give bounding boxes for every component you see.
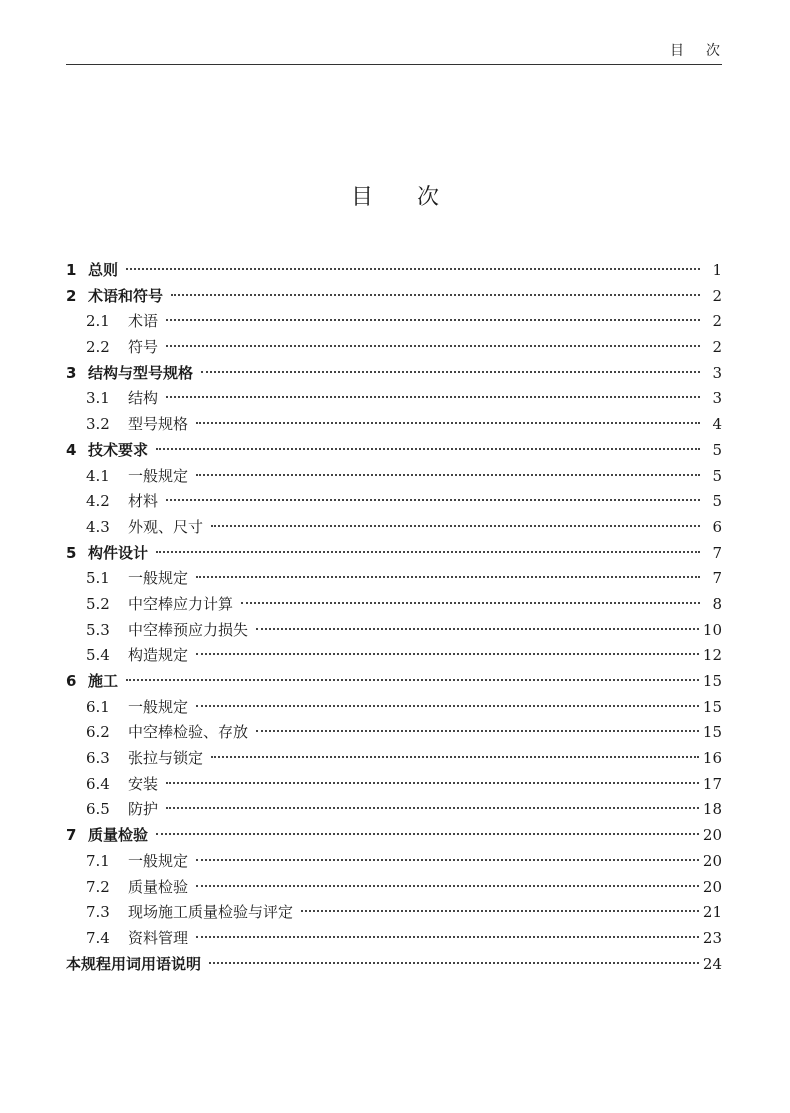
toc-entry-page-number: 5 [712, 440, 722, 459]
toc-entry-number: 2.1 [86, 312, 110, 331]
toc-subsection-entry[interactable] [66, 772, 722, 798]
toc-entry-label: 结构与型号规格 [88, 363, 194, 382]
toc-entry-label: 构件设计 [88, 543, 149, 562]
toc-entry-page-number: 23 [702, 928, 722, 947]
toc-entry-number: 6.3 [86, 749, 110, 768]
toc-entry-page-number: 5 [712, 466, 722, 485]
toc-entry-number: 7.4 [86, 928, 110, 947]
toc-chapter-entry[interactable] [66, 361, 722, 387]
toc-entry-page-number: 20 [702, 851, 722, 870]
toc-entry-label: 符号 [128, 338, 159, 357]
toc-entry-label: 质量检验 [88, 826, 149, 845]
toc-leader-dots [196, 705, 699, 707]
toc-entry-label: 结构 [128, 389, 159, 408]
toc-leader-dots [241, 602, 700, 604]
header-rule [66, 64, 722, 65]
toc-entry-label: 型号规格 [128, 415, 189, 434]
toc-leader-dots [166, 345, 700, 347]
toc-entry-number: 5.1 [86, 569, 110, 588]
toc-entry-number: 6.4 [86, 774, 110, 793]
toc-subsection-entry[interactable] [66, 618, 722, 644]
toc-entry-number: 5.4 [86, 646, 110, 665]
toc-entry-label: 中空棒检验、存放 [128, 723, 249, 742]
toc-entry-label: 外观、尺寸 [128, 517, 204, 536]
toc-appendix-entry[interactable] [66, 952, 722, 978]
toc-subsection-entry[interactable] [66, 412, 722, 438]
toc-leader-dots [166, 499, 700, 501]
toc-entry-label: 技术要求 [88, 440, 149, 459]
toc-entry-number: 7.1 [86, 851, 110, 870]
toc-entry-page-number: 2 [712, 312, 722, 331]
toc-entry-page-number: 21 [702, 903, 722, 922]
toc-entry-label: 质量检验 [128, 877, 189, 896]
toc-entry-page-number: 8 [712, 594, 722, 613]
toc-subsection-entry[interactable] [66, 849, 722, 875]
toc-leader-dots [156, 551, 700, 553]
toc-entry-page-number: 7 [712, 543, 722, 562]
toc-leader-dots [166, 782, 699, 784]
toc-entry-number: 3 [66, 363, 77, 382]
toc-subsection-entry[interactable] [66, 386, 722, 412]
toc-entry-page-number: 15 [702, 723, 722, 742]
toc-leader-dots [196, 422, 700, 424]
toc-chapter-entry[interactable] [66, 438, 722, 464]
toc-entry-label: 安装 [128, 774, 159, 793]
toc-entry-page-number: 18 [702, 800, 722, 819]
toc-entry-number: 2 [66, 286, 77, 305]
toc-leader-dots [156, 833, 699, 835]
toc-leader-dots [256, 730, 699, 732]
toc-entry-page-number: 16 [702, 749, 722, 768]
toc-leader-dots [126, 268, 700, 270]
toc-entry-label: 现场施工质量检验与评定 [128, 903, 294, 922]
toc-subsection-entry[interactable] [66, 797, 722, 823]
toc-leader-dots [196, 653, 699, 655]
toc-entry-number: 4.3 [86, 517, 110, 536]
toc-entry-number: 6.1 [86, 697, 110, 716]
toc-subsection-entry[interactable] [66, 515, 722, 541]
toc-subsection-entry[interactable] [66, 746, 722, 772]
toc-entry-label: 一般规定 [128, 851, 189, 870]
toc-leader-dots [166, 396, 700, 398]
toc-entry-page-number: 15 [702, 672, 722, 690]
toc-subsection-entry[interactable] [66, 695, 722, 721]
toc-entry-number: 1 [66, 261, 77, 279]
toc-leader-dots [171, 294, 700, 296]
toc-leader-dots [156, 448, 700, 450]
table-of-contents [66, 258, 722, 977]
toc-subsection-entry[interactable] [66, 643, 722, 669]
toc-entry-page-number: 2 [712, 338, 722, 357]
toc-entry-page-number: 4 [712, 415, 722, 434]
toc-entry-label: 张拉与锁定 [128, 749, 204, 768]
toc-subsection-entry[interactable] [66, 335, 722, 361]
toc-entry-label: 构造规定 [128, 646, 189, 665]
toc-leader-dots [211, 525, 700, 527]
toc-entry-page-number: 3 [712, 389, 722, 408]
toc-entry-number: 3.2 [86, 415, 110, 434]
toc-entry-label: 材料 [128, 492, 159, 511]
toc-leader-dots [196, 936, 699, 938]
toc-chapter-entry[interactable] [66, 823, 722, 849]
toc-entry-page-number: 3 [712, 363, 722, 382]
toc-entry-page-number: 20 [702, 877, 722, 896]
toc-entry-number: 5.3 [86, 620, 110, 639]
toc-entry-label: 中空棒预应力损失 [128, 620, 249, 639]
toc-chapter-entry[interactable] [66, 669, 722, 695]
toc-chapter-entry[interactable] [66, 541, 722, 567]
toc-leader-dots [211, 756, 699, 758]
toc-entry-label: 资料管理 [128, 928, 189, 947]
toc-entry-number: 5 [66, 543, 77, 562]
toc-entry-number: 3.1 [86, 389, 110, 408]
toc-leader-dots [256, 628, 699, 630]
toc-entry-label: 防护 [128, 800, 159, 819]
running-header-title: 目次 [670, 43, 742, 59]
toc-subsection-entry[interactable] [66, 489, 722, 515]
toc-subsection-entry[interactable] [66, 875, 722, 901]
toc-entry-number: 4.1 [86, 466, 110, 485]
toc-leader-dots [166, 807, 699, 809]
toc-entry-label: 本规程用词用语说明 [66, 954, 202, 973]
toc-entry-page-number: 24 [702, 954, 722, 973]
toc-entry-page-number: 15 [702, 697, 722, 716]
toc-entry-label: 一般规定 [128, 569, 189, 588]
toc-entry-number: 5.2 [86, 594, 110, 613]
toc-entry-label: 中空棒应力计算 [128, 594, 234, 613]
toc-entry-number: 6.2 [86, 723, 110, 742]
toc-entry-number: 7 [66, 826, 77, 845]
toc-entry-number: 2.2 [86, 338, 110, 357]
toc-entry-page-number: 7 [712, 569, 722, 588]
toc-entry-page-number: 2 [712, 286, 722, 305]
toc-entry-page-number: 20 [702, 826, 722, 845]
toc-entry-label: 一般规定 [128, 466, 189, 485]
toc-subsection-entry[interactable] [66, 720, 722, 746]
toc-entry-page-number: 5 [712, 492, 722, 511]
toc-leader-dots [196, 859, 699, 861]
toc-entry-label: 一般规定 [128, 697, 189, 716]
toc-leader-dots [166, 319, 700, 321]
toc-entry-page-number: 12 [702, 646, 722, 665]
toc-entry-page-number: 1 [712, 261, 722, 279]
toc-entry-label: 施工 [88, 672, 119, 690]
toc-chapter-entry[interactable] [66, 284, 722, 310]
toc-entry-number: 6.5 [86, 800, 110, 819]
toc-leader-dots [201, 371, 700, 373]
toc-leader-dots [196, 474, 700, 476]
toc-subsection-entry[interactable] [66, 592, 722, 618]
toc-entry-number: 4 [66, 440, 77, 459]
toc-entry-number: 7.2 [86, 877, 110, 896]
toc-entry-label: 术语 [128, 312, 159, 331]
toc-subsection-entry[interactable] [66, 900, 722, 926]
toc-subsection-entry[interactable] [66, 566, 722, 592]
toc-subsection-entry[interactable] [66, 464, 722, 490]
toc-subsection-entry[interactable] [66, 926, 722, 952]
toc-entry-number: 6 [66, 672, 77, 690]
toc-leader-dots [196, 576, 700, 578]
toc-leader-dots [196, 885, 699, 887]
toc-entry-label: 总则 [88, 261, 119, 279]
toc-entry-number: 4.2 [86, 492, 110, 511]
toc-entry-number: 7.3 [86, 903, 110, 922]
toc-entry-label: 术语和符号 [88, 286, 164, 305]
toc-chapter-entry[interactable] [66, 258, 722, 284]
page-title: 目次 [350, 185, 483, 210]
toc-subsection-entry[interactable] [66, 309, 722, 335]
toc-leader-dots [126, 679, 699, 681]
toc-leader-dots [209, 962, 699, 964]
toc-leader-dots [301, 910, 699, 912]
toc-entry-page-number: 10 [702, 620, 722, 639]
toc-entry-page-number: 6 [712, 517, 722, 536]
toc-entry-page-number: 17 [702, 774, 722, 793]
